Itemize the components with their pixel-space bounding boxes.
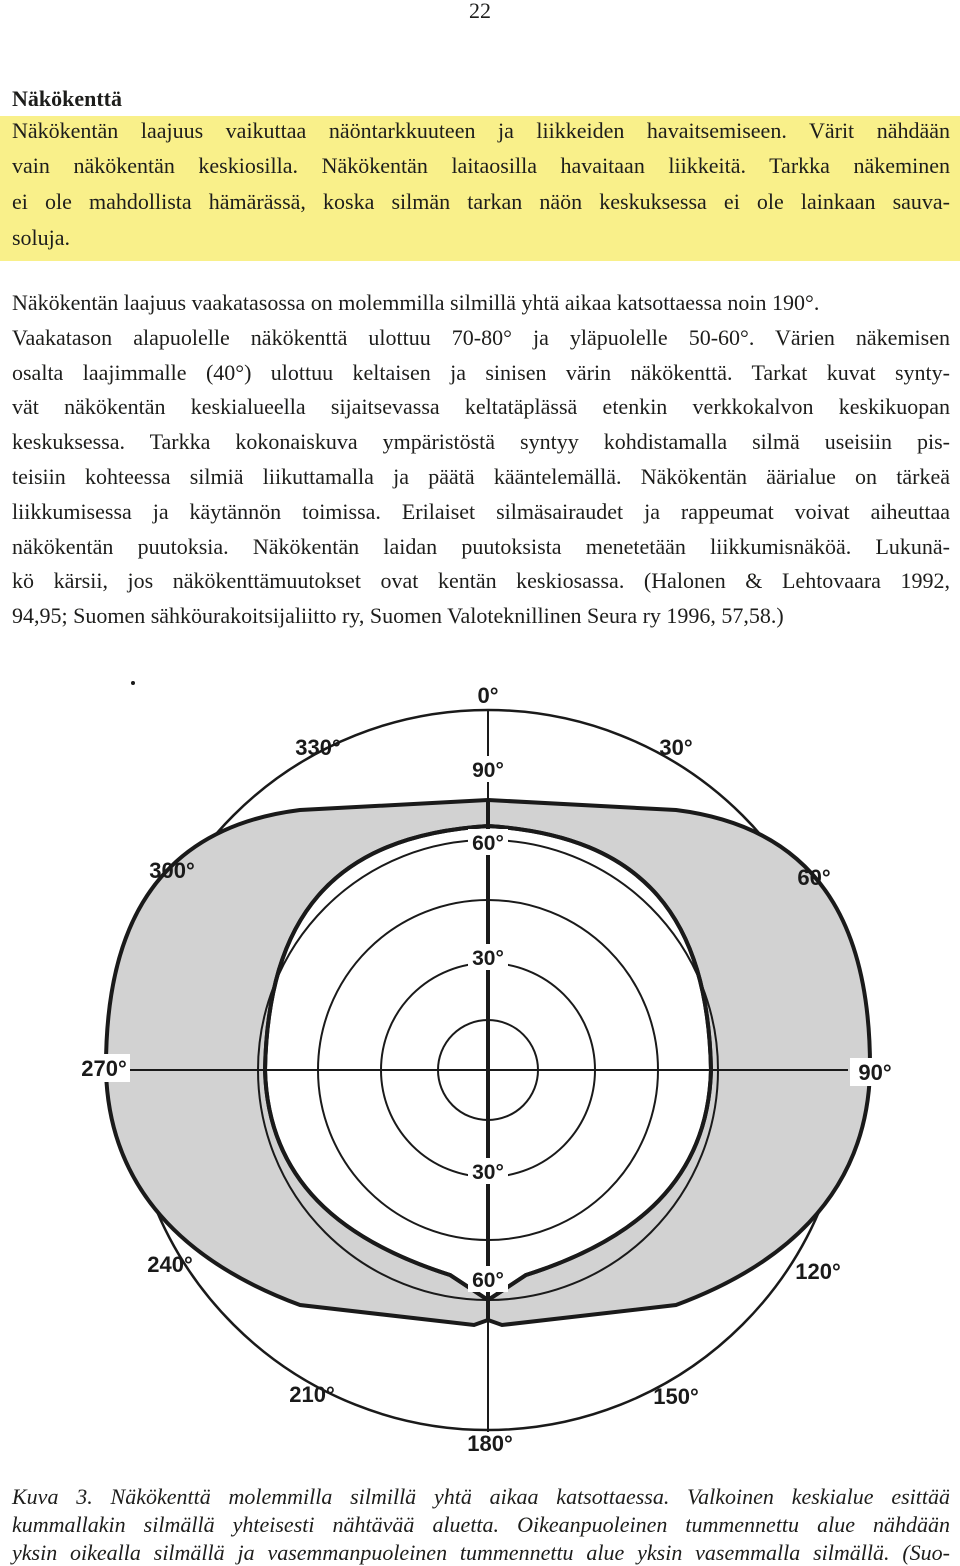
body-line: näkökentän puutoksia. Näkökentän laidan puutoksista menetetään liikkumisnäköä. Lukunä- [12, 534, 950, 559]
figure-caption-line: Kuva 3. Näkökenttä molemmilla silmillä yhtä aikaa katsottaessa. Valkoinen keskialue esittää [12, 1484, 950, 1509]
body-line: 94,95; Suomen sähköurakoitsijaliitto ry, Suomen Valoteknillinen Seura ry 1996, 57,58.) [12, 603, 784, 628]
radial-label-30-bottom: 30° [472, 1161, 504, 1184]
radial-label-60-top: 60° [472, 832, 504, 855]
body-line: keskuksessa. Tarkka kokonaiskuva ympäristöstä syntyy kohdistamalla silmä useisiin pis- [12, 429, 950, 454]
angle-label-30: 30° [659, 735, 693, 760]
angle-label-150: 150° [653, 1384, 699, 1409]
angle-label-60: 60° [797, 865, 831, 890]
angle-label-210: 210° [289, 1382, 335, 1407]
highlight-line: vain näkökentän keskiosilla. Näkökentän laitaosilla havaitaan liikkeitä. Tarkka näkeminen [12, 153, 950, 178]
figure-caption-line: yksin oikealla silmällä ja vasemmanpuoleinen tummennettu alue yksin vasemmalla silmällä. (Suo- [12, 1540, 950, 1565]
body-line: osalta laajimmalle (40°) ulottuu keltaisen ja sinisen värin näkökenttä. Tarkat kuvat synty- [12, 360, 950, 385]
radial-label-60-bottom: 60° [472, 1269, 504, 1292]
angle-label-0: 0° [477, 683, 499, 708]
angle-label-180: 180° [467, 1431, 513, 1456]
figure-caption-line: kummallakin silmällä yhteisesti nähtävää aluetta. Oikeanpuoleinen tummennettu alue nähdään [12, 1512, 950, 1537]
stray-dot [131, 681, 135, 685]
angle-label-330: 330° [295, 735, 341, 760]
body-line: teisiin kohteessa silmiä liikuttamalla ja päätä kääntelemällä. Näkökentän äärialue on tärkeä [12, 464, 950, 489]
radial-label-30-top: 30° [472, 947, 504, 970]
angle-label-90: 90° [858, 1060, 892, 1085]
highlight-line: Näkökentän laajuus vaikuttaa näöntarkkuuteen ja liikkeiden havaitsemiseen. Värit nähdään [12, 118, 950, 143]
page-number: 22 [469, 0, 491, 23]
section-heading: Näkökenttä [12, 86, 123, 111]
body-line: kö kärsii, jos näkökenttämuutokset ovat kentän keskiosassa. (Halonen & Lehtovaara 1992, [12, 568, 950, 593]
angle-label-120: 120° [795, 1259, 841, 1284]
visual-field-diagram [0, 660, 960, 1470]
highlight-line: soluja. [12, 225, 71, 250]
angle-label-270: 270° [81, 1056, 127, 1081]
angle-label-300: 300° [149, 858, 195, 883]
body-line: Vaakatason alapuolelle näkökenttä ulottuu 70-80° ja yläpuolelle 50-60°. Värien näkemisen [12, 325, 950, 350]
body-line: liikkumisessa ja käytännön toimissa. Erilaiset silmäsairaudet ja rappeumat voivat aiheuttaa [12, 499, 950, 524]
body-line: vät näkökentän keskialueella sijaitsevassa keltatäplässä etenkin verkkokalvon keskikuopan [12, 394, 950, 419]
highlight-line: ei ole mahdollista hämärässä, koska silmän tarkan näön keskuksessa ei ole lainkaan sauva- [12, 189, 950, 214]
angle-label-240: 240° [147, 1252, 193, 1277]
body-line: Näkökentän laajuus vaakatasossa on molemmilla silmillä yhtä aikaa katsottaessa noin 190°. [12, 290, 820, 315]
radial-label-90-top: 90° [472, 759, 504, 782]
